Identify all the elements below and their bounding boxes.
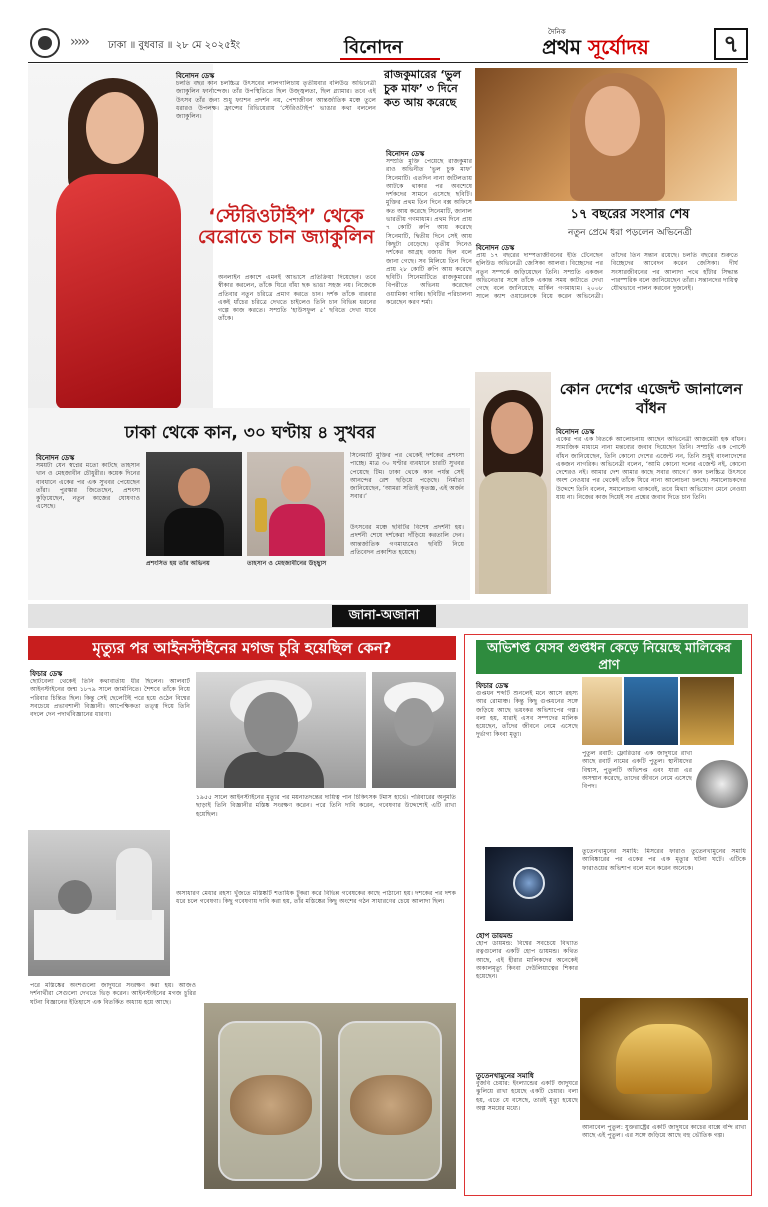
- section-strip-label: জানা-অজানা: [332, 605, 436, 627]
- jessica-byline: বিনোদন ডেস্ক: [476, 244, 515, 252]
- jacqueline-headline: ‘স্টেরিওটাইপ’ থেকে বেরোতে চান জ্যাকুলিন: [197, 205, 375, 248]
- raj-body: সম্প্রতি মুক্তি পেয়েছে রাজকুমার রাও অভিনীত ‘ভুল চুক মাফ’ সিনেমাটি। এতদিন নানা জটিলতায় আটকে থাকার পর অবশেষে দর্শকদের সামনে এসেছে ছবিটি। মুক্তির প্রথম তিন দিনে বক্স অফিসে কত আয় করেছে সিনেমাটি, জানাল ভারতীয় গণমাধ্যম। প্রথম দিনে প্রায় ৭ কোটি রুপি আয় করেছে সিনেমাটি, দ্বিতীয় দিনে সেই আয় কিছুটা বেড়েছে। তৃতীয় দিনেও দর্শকের আগ্রহ বজায় ছিল বলে জানা গেছে। সব মিলিয়ে তিন দিনে প্রায় ২৮ কোটি রুপি আয় করেছে ছবিটি। সিনেমাটিতে রাজকুমারের বিপরীতে অভিনয় করেছেন ওয়ামিকা গাব্বি। ছবিটির পরিচালনা করেছেন করণ শর্মা।: [386, 158, 472, 307]
- treasure-body-4: তুতেনখামুনের সমাধি: মিসরের ফারাও তুতেনখামুনের সমাধি আবিষ্কারের পর একের পর এক মৃত্যুর ঘটনা ঘটে। এটিকে ফারাওয়ের অভিশাপ বলে মনে করেন অনেকে।: [582, 848, 746, 872]
- jacqueline-body-2: অনলাইন প্রকাশে এমনই আভাসে প্রতিক্রিয়া দিয়েছেন। তবে স্বীকার করলেন, তাঁকে ঘিরে বাঁধা ছক ভাঙা সহজ নয়। নিজেকে প্রতিবার নতুন চরিত্রে প্রমাণ করতে চান। দর্শক তাঁকে বারবার একই ধাঁচের চরিত্রে দেখতে চাইলেও তিনি চান বিভিন্ন ধরনের গল্পে কাজ করতে। সম্প্রতি ‘হাউসফুল ৫’ ছবিতে দেখা যাবে তাঁকে।: [218, 274, 376, 323]
- chevrons-icon: ›››››: [70, 34, 88, 50]
- treasure-body-1: গুপ্তধন শব্দটি শুনলেই মনে আসে রহস্য আর রোমাঞ্চ। কিন্তু কিছু গুপ্তধনের সঙ্গে জড়িয়ে আছে ভয়ংকর অভিশাপের গল্প। বলা হয়, যারাই এসব সম্পদের মালিক হয়েছেন, তাঁদের জীবনে নেমে এসেছে দুর্ভাগ্য কিংবা মৃত্যু।: [476, 690, 578, 739]
- boy-doll-photo: [624, 677, 678, 745]
- treasure-headline: অভিশপ্ত যেসব গুপ্তধন কেড়ে নিয়েছে মালিকের প্রাণ: [476, 640, 742, 674]
- page-number: ৭: [714, 28, 748, 60]
- sun-logo-icon: [30, 28, 60, 58]
- raj-headline: রাজকুমারের ‘ভুল চুক মাফ’ ৩ দিনে কত আয় করেছে: [384, 68, 461, 109]
- actress-photo: [247, 452, 344, 556]
- raj-byline: বিনোদন ডেস্ক: [386, 150, 425, 158]
- cannes-body-1: সময়টা যেন স্বপ্নের মতো কাটছে তাহসান খান ও মেহজাবীন চৌধুরীর। কয়েক দিনের ব্যবধানে একের পর এক সুখবর পেয়েছেন তাঁরা। পুরস্কার জিতেছেন, প্রশংসা কুড়িয়েছেন, নতুন কাজের ঘোষণাও এসেছে।: [36, 462, 140, 511]
- section-title: বিনোদন: [344, 37, 403, 58]
- jessica-body: প্রায় ১৭ বছরের দাম্পত্যজীবনের ইতি টেনেছেন হলিউড অভিনেত্রী জেসিকা আলবা। বিচ্ছেদের পর নতুন সম্পর্কে জড়িয়েছেন তিনি। সম্প্রতি একজন অভিনেতার সঙ্গে তাঁকে একান্ত সময় কাটাতে দেখা গেছে বলে জানিয়েছে মার্কিন গণমাধ্যম। ২০০৮ সালে ক্যাশ ওয়ারেনকে বিয়ে করেন অভিনেত্রী। তাঁদের তিন সন্তান রয়েছে। চলতি বছরের শুরুতে বিচ্ছেদের আবেদন করেন জেসিকা। দীর্ঘ সংসারজীবনের পর আলাদা পথে হাঁটার সিদ্ধান্ত পারস্পরিক বলে জানিয়েছেন তাঁরা। সন্তানদের দায়িত্ব যৌথভাবে পালন করবেন দুজনেই।: [476, 252, 738, 301]
- brand-prefix: দৈনিক: [548, 28, 566, 36]
- cannes-caption-2: তাহসান ও মেহজাবীনের উচ্ছ্বাস: [247, 560, 327, 567]
- jessica-photo: [475, 68, 737, 201]
- einstein-photo-1: [196, 672, 366, 788]
- cannes-body-3: উৎসবের মঞ্চে ছবিটির বিশেষ প্রদর্শনী হয়। প্রদর্শনী শেষে দর্শকেরা দাঁড়িয়ে করতালি দেন। আন্তর্জাতিক গণমাধ্যমেও ছবিটি নিয়ে প্রতিবেদন প্রকাশিত হয়েছে।: [350, 524, 464, 556]
- masthead: [0, 0, 768, 60]
- treasure-body-3: হোপ ডায়মন্ড: বিশ্বের সবচেয়ে বিখ্যাত রত্নগুলোর একটি হোপ ডায়মন্ড। কথিত আছে, এই হীরার মালিকদের অনেকেই অকালমৃত্যু কিংবা দেউলিয়াত্বের শিকার হয়েছেন।: [476, 940, 578, 981]
- einstein-body-1: ছোটবেলা থেকেই তিনি কথাবার্তায় ধীর ছিলেন। আলবার্ট আইনস্টাইনের জন্ম ১৮৭৯ সালে জার্মানিতে। শৈশবে তাঁকে নিয়ে পরিবার চিন্তিত ছিল। কিন্তু সেই ছেলেটিই পরে হয়ে ওঠেন বিশ্বের সবচেয়ে প্রভাবশালী বিজ্ঞানী। আপেক্ষিকতা তত্ত্ব দিয়ে তিনি বদলে দেন পদার্থবিজ্ঞানের ধারণা।: [30, 678, 190, 719]
- einstein-body-2: ১৯৫৫ সালে আইনস্টাইনের মৃত্যুর পর ময়নাতদন্তের দায়িত্ব পান চিকিৎসক টমাস হার্ভে। পরিবারের অনুমতি ছাড়াই তিনি বিজ্ঞানীর মস্তিষ্ক সংরক্ষণ করেন। পরে তিনি দাবি করেন, গবেষণার উদ্দেশ্যেই এটি রাখা হয়েছিল।: [196, 794, 456, 818]
- treasure-body-6: আনাবেল পুতুল: যুক্তরাষ্ট্রের একটি জাদুঘরে কাচের বাক্সে বন্দি রাখা আছে এই পুতুল। এর সঙ্গে জড়িয়ে আছে বহু ভৌতিক গল্প।: [582, 1124, 746, 1140]
- einstein-headline: মৃত্যুর পর আইনস্টাইনের মগজ চুরি হয়েছিল কেন?: [28, 636, 456, 660]
- masthead-rule: [28, 62, 748, 63]
- jessica-subhead: নতুন প্রেমে ধরা পড়লেন অভিনেত্রী: [567, 228, 692, 238]
- mask-photo: [696, 760, 748, 808]
- cannes-caption-1: প্রশংসিত হয় তাঁর অভিনয়: [146, 560, 210, 567]
- treasure-byline: ফিচার ডেস্ক: [476, 682, 509, 690]
- doll-photo: [582, 677, 622, 745]
- einstein-body-4: পরে মস্তিষ্কের অংশগুলো জাদুঘরে সংরক্ষণ করা হয়। আজও দর্শনার্থীরা সেগুলো দেখতে ভিড় করেন। আইনস্টাইনের মগজ চুরির ঘটনা বিজ্ঞানের ইতিহাসে এক বিতর্কিত অধ্যায় হয়ে আছে।: [30, 982, 196, 1006]
- brand-part-2: সূর্যোদয়: [587, 35, 649, 59]
- section-underline: [340, 58, 440, 60]
- dateline: ঢাকা ॥ বুধবার ॥ ২৮ মে ২০২৫ইং: [108, 40, 241, 51]
- einstein-byline: ফিচার ডেস্ক: [30, 670, 63, 678]
- badhan-headline: কোন দেশের এজেন্ট জানালেন বাঁধন: [559, 380, 743, 417]
- badhan-photo: [475, 372, 551, 594]
- treasure-body-5: বুজবি চেয়ার: ইংল্যান্ডের একটি জাদুঘরে ঝুলিয়ে রাখা হয়েছে একটি চেয়ার। বলা হয়, এতে যে বসেছে, তারই মৃত্যু হয়েছে অল্প সময়ের মধ্যে।: [476, 1080, 578, 1112]
- treasure-sub-tut: তুতেনখামুনের সমাধি: [476, 1072, 534, 1080]
- cannes-body-2: সিনেমাটি মুক্তির পর থেকেই দর্শকের প্রশংসা পাচ্ছে। মাত্র ৩০ ঘণ্টার ব্যবধানে চারটি সুখবর পেয়েছে টিম। ঢাকা থেকে কান পর্যন্ত সেই আনন্দের রেশ ছড়িয়ে পড়েছে। নির্মাতা জানিয়েছেন, ‘আমরা সত্যিই কৃতজ্ঞ, এই অর্জন সবার।’: [350, 452, 464, 501]
- badhan-byline: বিনোদন ডেস্ক: [556, 428, 595, 436]
- patient-photo: [28, 830, 170, 976]
- cannes-byline: বিনোদন ডেস্ক: [36, 454, 75, 462]
- brain-jars-photo: [204, 1003, 456, 1189]
- statues-photo: [680, 677, 734, 745]
- treasure-body-2: পুতুল রবার্ট: ফ্লোরিডার এক জাদুঘরে রাখা আছে রবার্ট নামের একটি পুতুল। স্থানীয়দের বিশ্বাস, পুতুলটি অভিশপ্ত এবং যারা এর অসম্মান করেছে, তাদের জীবনে নেমে এসেছে বিপদ।: [582, 750, 692, 791]
- hope-diamond-photo: [485, 847, 573, 921]
- cannes-headline: ঢাকা থেকে কান, ৩০ ঘণ্টায় ৪ সুখবর: [124, 423, 376, 443]
- einstein-photo-2: [372, 672, 456, 788]
- jessica-headline: ১৭ বছরের সংসার শেষ: [570, 207, 690, 222]
- jacqueline-byline: বিনোদন ডেস্ক: [176, 72, 215, 80]
- einstein-body-3: অসাধারণ মেধার রহস্য খুঁজতে মস্তিষ্কটি শতাধিক টুকরা করে বিভিন্ন গবেষকের কাছে পাঠানো হয়। দশকের পর দশক ধরে চলে গবেষণা। কিছু গবেষণায় দাবি করা হয়, তাঁর মস্তিষ্কের কিছু অংশের গঠন সাধারণের চেয়ে আলাদা ছিল।: [176, 890, 456, 906]
- badhan-body: একের পর এক বিতর্কে আলোচনায় আছেন অভিনেত্রী আজমেরী হক বাঁধন। সামাজিক মাধ্যমে নানা মন্তব্যের জবাব দিয়েছেন তিনি। সম্প্রতি এক পোস্টে বাঁধন জানিয়েছেন, তিনি কোনো দেশের এজেন্ট নন, তিনি শুধুই বাংলাদেশের একজন নাগরিক। অভিনেত্রী বলেন, ‘আমি কোনো দলের এজেন্ট নই, কোনো দেশেরও নই। আমার দেশ আমার কাছে সবার আগে।’ কান চলচ্চিত্র উৎসবে অংশ নেওয়ার পর থেকেই তাঁকে ঘিরে নানা আলোচনা চলছে। সমালোচকদের উদ্দেশে তিনি বলেন, সমালোচনা থাকবেই, তবে মিথ্যা অভিযোগ মেনে নেওয়া যায় না। নিজের কাজ দিয়েই সব প্রশ্নের জবাব দিতে চান তিনি।: [556, 436, 746, 502]
- treasure-sub-hope: হোপ ডায়মন্ড: [476, 932, 513, 940]
- jacqueline-body-1: চলতি বছর কান চলচ্চিত্র উৎসবের লালগালিচায় তৃতীয়বার বলিউড অভিনেত্রী জ্যাকুলিন ফার্নান্দেজ। তাঁর উপস্থিতিতে ছিল উজ্জ্বলতা, ছিল গ্ল্যামার। তবে এই উৎসব তাঁর জন্য শুধু ফ্যাশন প্রদর্শন নয়, পেশাজীবন আন্তর্জাতিক মঞ্চে তুলে ধরারও উপলক্ষ। ফ্রান্সের রিভিয়েরায় ‘স্টেরিওটাইপ’ ভাঙার কথা বললেন জ্যাকুলিন।: [176, 80, 376, 121]
- tutankhamun-photo: [580, 998, 748, 1120]
- brand-part-1: প্রথম: [542, 35, 588, 59]
- singer-photo: [146, 452, 242, 556]
